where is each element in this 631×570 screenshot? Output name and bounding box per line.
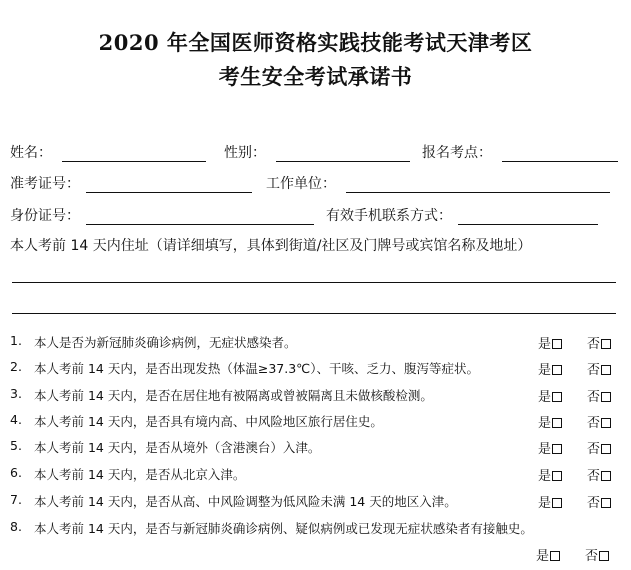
yes-checkbox[interactable] (536, 545, 560, 564)
no-label: 否 (587, 337, 601, 352)
work-unit-label: 工作单位： (266, 176, 336, 192)
item-text: 本人考前 14 天内，是否从境外（含港澳台）入津。 (34, 440, 321, 455)
yes-checkbox[interactable] (538, 465, 562, 484)
yes-checkbox[interactable] (538, 412, 562, 431)
checkbox-icon (552, 498, 562, 508)
work-unit-field[interactable] (346, 176, 610, 193)
no-checkbox[interactable] (587, 333, 611, 352)
gender-field[interactable] (276, 145, 410, 162)
no-label: 否 (587, 469, 601, 484)
id-no-field[interactable] (86, 208, 314, 225)
yes-label: 是 (538, 363, 552, 378)
checkbox-icon (599, 551, 609, 561)
no-label: 否 (585, 549, 599, 564)
yes-label: 是 (538, 469, 552, 484)
yes-label: 是 (538, 442, 552, 457)
gender-label: 性别： (224, 145, 266, 161)
phone-label: 有效手机联系方式： (326, 208, 452, 224)
checkbox-icon (601, 392, 611, 402)
address-line-2[interactable] (12, 313, 616, 314)
field-row-1 (10, 140, 618, 162)
item-text: 本人考前 14 天内，是否从高、中风险调整为低风险未满 14 天的地区入津。 (34, 494, 457, 509)
item-number: 3. (10, 386, 22, 401)
name-field[interactable] (62, 145, 206, 162)
address-label: 本人考前 14 天内住址（请详细填写，具体到街道/社区及门牌号或宾馆名称及地址） (10, 238, 532, 254)
test-site-label: 报名考点： (422, 145, 492, 161)
no-label: 否 (587, 442, 601, 457)
checkbox-icon (601, 471, 611, 481)
document-title-line-2: 考生安全考试承诺书 (218, 64, 413, 89)
checkbox-icon (552, 365, 562, 375)
yes-label: 是 (538, 416, 552, 431)
document-title-line-1: 2020 年全国医师资格实践技能考试天津考区 (98, 30, 533, 55)
yes-checkbox[interactable] (538, 438, 562, 457)
checkbox-icon (552, 418, 562, 428)
address-line-1[interactable] (12, 282, 616, 283)
item-number: 8. (10, 519, 22, 534)
checkbox-icon (601, 498, 611, 508)
item-text: 本人考前 14 天内，是否在居住地有被隔离或曾被隔离且未做核酸检测。 (34, 388, 433, 403)
item-text: 本人考前 14 天内，是否与新冠肺炎确诊病例、疑似病例或已发现无症状感染者有接触史。 (34, 521, 533, 536)
item-number: 7. (10, 492, 22, 507)
item-text: 本人考前 14 天内，是否从北京入津。 (34, 467, 246, 482)
no-checkbox[interactable] (587, 438, 611, 457)
no-label: 否 (587, 363, 601, 378)
field-row-3 (10, 203, 618, 225)
no-checkbox[interactable] (587, 412, 611, 431)
admission-no-field[interactable] (86, 176, 252, 193)
item-text: 本人是否为新冠肺炎确诊病例，无症状感染者。 (34, 335, 297, 350)
item-number: 4. (10, 412, 22, 427)
checkbox-icon (601, 418, 611, 428)
phone-field[interactable] (458, 208, 598, 225)
item-text: 本人考前 14 天内，是否具有境内高、中风险地区旅行居住史。 (34, 414, 383, 429)
no-checkbox[interactable] (587, 386, 611, 405)
checkbox-icon (550, 551, 560, 561)
no-checkbox[interactable] (587, 465, 611, 484)
checkbox-icon (552, 444, 562, 454)
item-number: 5. (10, 438, 22, 453)
yes-label: 是 (536, 549, 550, 564)
checkbox-icon (552, 471, 562, 481)
item-number: 2. (10, 359, 22, 374)
no-checkbox[interactable] (587, 359, 611, 378)
yes-checkbox[interactable] (538, 492, 562, 511)
checkbox-icon (601, 339, 611, 349)
item-number: 1. (10, 333, 22, 348)
checkbox-icon (552, 339, 562, 349)
admission-no-label: 准考证号： (10, 176, 80, 192)
yes-label: 是 (538, 337, 552, 352)
item-number: 6. (10, 465, 22, 480)
yes-checkbox[interactable] (538, 333, 562, 352)
checkbox-icon (601, 444, 611, 454)
no-checkbox[interactable] (585, 545, 609, 564)
field-row-2 (10, 171, 618, 193)
checkbox-icon (552, 392, 562, 402)
checkbox-icon (601, 365, 611, 375)
yes-checkbox[interactable] (538, 386, 562, 405)
test-site-field[interactable] (502, 145, 618, 162)
no-label: 否 (587, 390, 601, 405)
id-no-label: 身份证号： (10, 208, 80, 224)
yes-label: 是 (538, 496, 552, 511)
yes-label: 是 (538, 390, 552, 405)
no-checkbox[interactable] (587, 492, 611, 511)
yes-checkbox[interactable] (538, 359, 562, 378)
name-label: 姓名： (10, 145, 52, 161)
item-text: 本人考前 14 天内，是否出现发热（体温≥37.3℃）、干咳、乏力、腹泻等症状。 (34, 361, 479, 376)
no-label: 否 (587, 496, 601, 511)
no-label: 否 (587, 416, 601, 431)
